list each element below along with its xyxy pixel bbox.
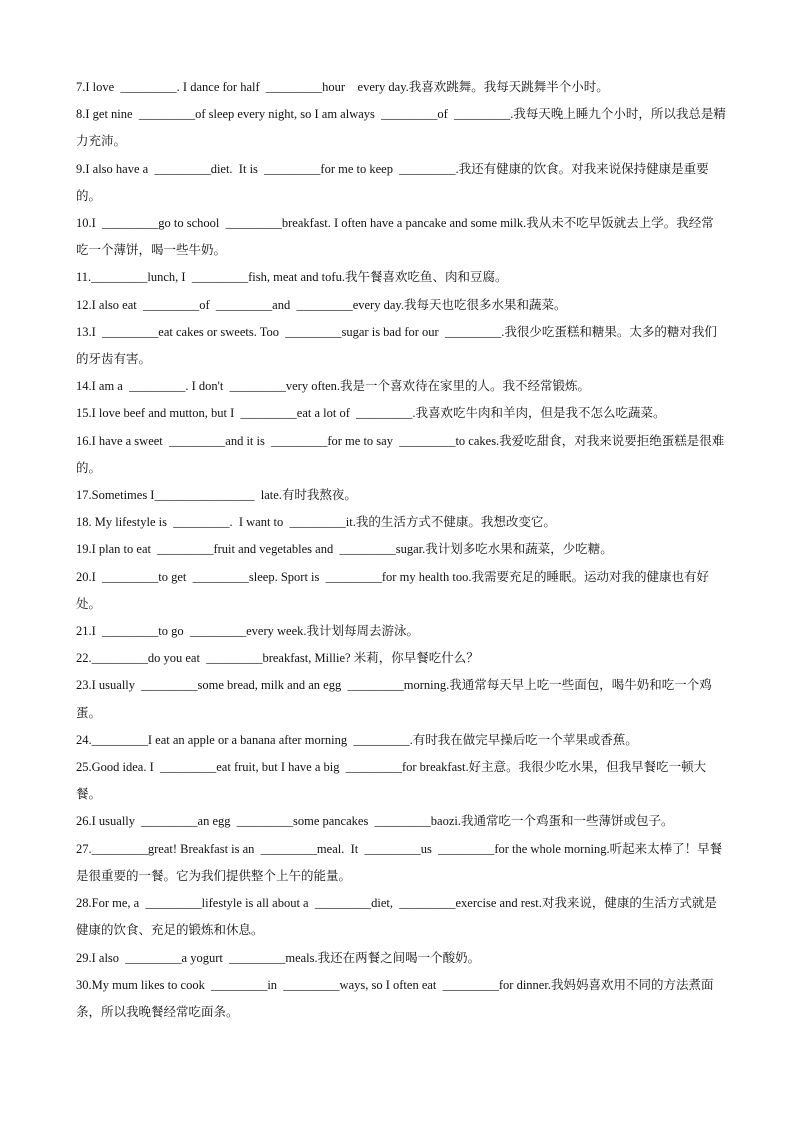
question-20: 20.I _________to get _________sleep. Sport is _________for my health too.我需要充足的睡眠。运动对我的健康也有好处。 <box>76 569 709 611</box>
question-29: 29.I also _________a yogurt _________meals.我还在两餐之间喝一个酸奶。 <box>76 950 481 965</box>
question-16: 16.I have a sweet _________and it is _________for me to say _________to cakes.我爱吃甜食，对我来说要拒绝蛋糕是很难的。 <box>76 433 725 475</box>
question-list <box>76 74 726 1026</box>
question-15: 15.I love beef and mutton, but I _________eat a lot of _________.我喜欢吃牛肉和羊肉，但是我不怎么吃蔬菜。 <box>76 406 666 421</box>
question-10: 10.I _________go to school _________breakfast. I often have a pancake and some milk.我从未不吃早饭就去上学。我经常吃一个薄饼，喝一些牛奶。 <box>76 216 714 258</box>
question-13: 13.I _________eat cakes or sweets. Too _________sugar is bad for our _________.我很少吃蛋糕和糖果。太多的糖对我们的牙齿有害。 <box>76 324 717 367</box>
question-23: 23.I usually _________some bread, milk and an egg _________morning.我通常每天早上吃一些面包，喝牛奶和吃一个鸡蛋。 <box>76 678 712 720</box>
question-19: 19.I plan to eat _________fruit and vegetables and _________sugar.我计划多吃水果和蔬菜，少吃糖。 <box>76 542 613 557</box>
question-14: 14.I am a _________. I don't _________very often.我是一个喜欢待在家里的人。我不经常锻炼。 <box>76 379 591 394</box>
question-27: 27._________great! Breakfast is an _________meal. It _________us _________for the whole morning.听起来太棒了！早餐是很重要的一餐。它为我们提供整个上午的能量。 <box>76 841 723 883</box>
question-22: 22._________do you eat _________breakfast, Millie? 米莉，你早餐吃什么？ <box>76 651 479 666</box>
question-8: 8.I get nine _________of sleep every night, so I am always _________of _________.我每天晚上睡九个小时，所以我总是精力充沛。 <box>76 107 726 149</box>
question-21: 21.I _________to go _________every week.我计划每周去游泳。 <box>76 624 420 639</box>
question-12: 12.I also eat _________of _________and _________every day.我每天也吃很多水果和蔬菜。 <box>76 297 567 312</box>
question-7: 7.I love _________. I dance for half _________hour every day.我喜欢跳舞。我每天跳舞半个小时。 <box>76 80 609 94</box>
question-9: 9.I also have a _________diet. It is _________for me to keep _________.我还有健康的饮食。对我来说保持健康是重要的。 <box>76 161 709 203</box>
question-17: 17.Sometimes I________________ late.有时我熬夜。 <box>76 488 357 503</box>
question-25: 25.Good idea. I _________eat fruit, but I have a big _________for breakfast.好主意。我很少吃水果，但我早餐吃一顿大餐。 <box>76 760 707 802</box>
question-18: 18. My lifestyle is _________. I want to _________it.我的生活方式不健康。我想改变它。 <box>76 515 556 530</box>
question-11: 11._________lunch, I _________fish, meat and tofu.我午餐喜欢吃鱼、肉和豆腐。 <box>76 270 508 285</box>
question-24: 24._________I eat an apple or a banana after morning _________.有时我在做完早操后吃一个苹果或香蕉。 <box>76 732 638 747</box>
question-26: 26.I usually _________an egg _________some pancakes _________baozi.我通常吃一个鸡蛋和一些薄饼或包子。 <box>76 814 674 829</box>
question-30: 30.My mum likes to cook _________in _________ways, so I often eat _________for dinner.我妈妈喜欢用不同的方法煮面条，所以我晚餐经常吃面条。 <box>76 977 714 1019</box>
question-28: 28.For me, a _________lifestyle is all about a _________diet, _________exercise and rest.对我来说，健康的生活方式就是健康的饮食、充足的锻炼和休息。 <box>76 896 717 938</box>
